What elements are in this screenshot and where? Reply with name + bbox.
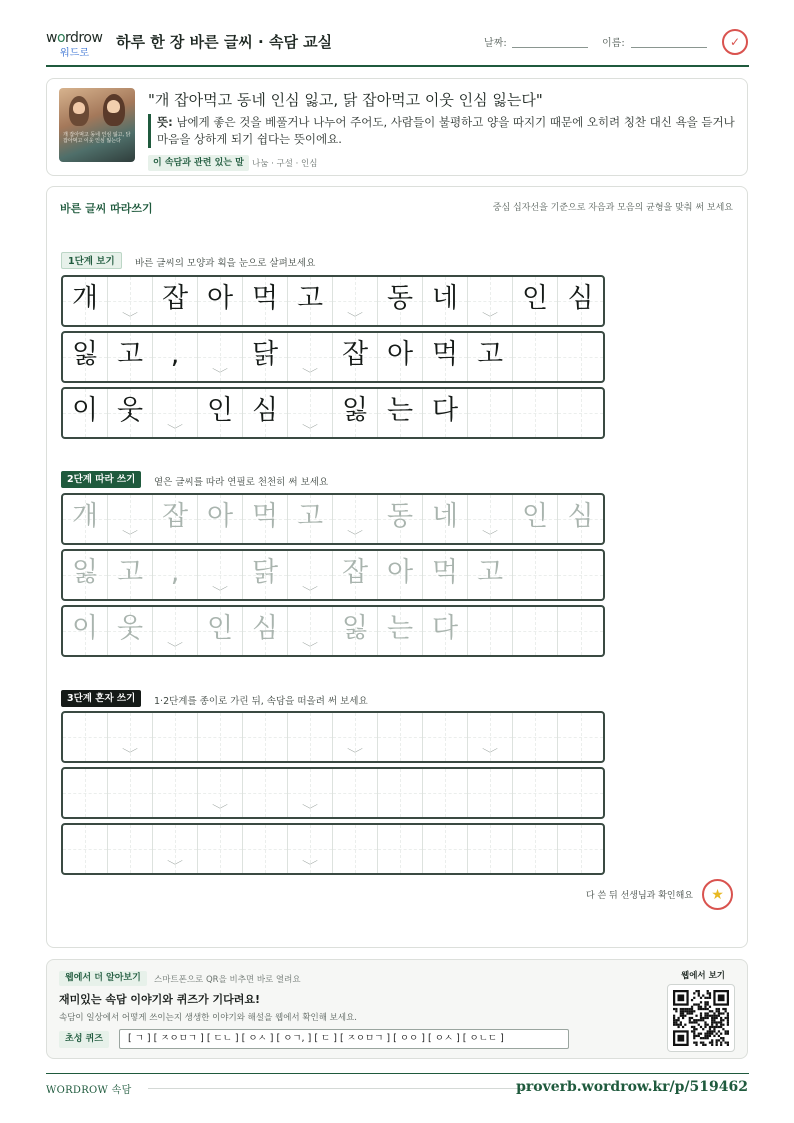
space-mark: ﹀ [167, 861, 183, 872]
name-label: 이름: [602, 38, 625, 49]
grid-cell [198, 333, 243, 381]
wordrow-logo [46, 30, 108, 60]
grid-cell[interactable] [378, 607, 423, 655]
grid-glyph: 심 [251, 395, 279, 426]
qr-label: 웹에서 보기 [680, 971, 725, 981]
grid-glyph: 아 [206, 283, 234, 314]
grid-glyph: 다 [431, 613, 459, 644]
space-mark: ﹀ [212, 805, 228, 816]
grid-cell [378, 277, 423, 325]
grid-glyph: 잃 [71, 339, 99, 370]
step-1-row-1 [61, 275, 605, 327]
space-mark: ﹀ [482, 313, 498, 324]
grid-cell [153, 389, 198, 437]
web-tag-hint: 스마트폰으로 QR을 비추면 바로 열려요 [154, 975, 301, 985]
grid-cell[interactable] [468, 825, 513, 873]
date-field[interactable] [512, 47, 588, 48]
grid-cell [468, 277, 513, 325]
grid-cell[interactable] [423, 825, 468, 873]
grid-cell [423, 389, 468, 437]
grid-glyph: 먹 [251, 283, 279, 314]
grid-glyph: 잃 [71, 557, 99, 588]
step-1-desc: 바른 글씨의 모양과 획을 눈으로 살펴보세요 [135, 258, 316, 269]
grid-cell [333, 333, 378, 381]
grid-glyph: 웃 [116, 613, 144, 644]
grid-cell[interactable] [333, 551, 378, 599]
grid-cell[interactable] [198, 713, 243, 761]
space-mark: ﹀ [347, 531, 363, 542]
grid-glyph: 심 [567, 501, 594, 532]
web-subtext: 속담이 일상에서 어떻게 쓰이는지 생생한 이야기와 해설을 웹에서 확인해 보세요. [59, 1013, 357, 1023]
grid-cell[interactable] [513, 607, 558, 655]
grid-cell[interactable] [558, 495, 603, 543]
space-mark: ﹀ [302, 587, 318, 598]
grid-cell[interactable] [378, 495, 423, 543]
footer-divider [46, 1073, 749, 1074]
grid-glyph: 아 [206, 501, 234, 532]
grid-cell[interactable] [468, 713, 513, 761]
grid-cell [108, 277, 153, 325]
proverb-meaning [148, 114, 738, 148]
grid-glyph: 잡 [161, 501, 189, 532]
grid-cell [378, 389, 423, 437]
step-2-row-1[interactable] [61, 493, 605, 545]
grid-cell [558, 277, 603, 325]
web-headline: 재미있는 속담 이야기와 퀴즈가 기다려요! [59, 993, 260, 1006]
step-2-desc: 옅은 글씨를 따라 연필로 천천히 써 보세요 [154, 477, 329, 488]
space-mark: ﹀ [302, 805, 318, 816]
grid-cell[interactable] [468, 495, 513, 543]
grid-cell [288, 389, 333, 437]
grid-glyph: 개 [71, 501, 99, 532]
grid-glyph: 는 [386, 395, 414, 426]
grid-cell [243, 277, 288, 325]
grid-cell[interactable] [558, 769, 603, 817]
grid-cell[interactable] [288, 607, 333, 655]
grid-cell[interactable] [468, 551, 513, 599]
grid-cell[interactable] [108, 495, 153, 543]
grid-glyph: 웃 [116, 395, 144, 426]
grid-cell[interactable] [108, 551, 153, 599]
grid-glyph: 먹 [431, 557, 459, 588]
check-stamp-icon: ✓ [722, 29, 748, 55]
grid-cell[interactable] [513, 495, 558, 543]
grid-cell [468, 333, 513, 381]
name-field[interactable] [631, 47, 707, 48]
space-mark: ﹀ [212, 587, 228, 598]
grid-glyph: 심 [251, 613, 279, 644]
grid-cell[interactable] [108, 769, 153, 817]
date-label: 날짜: [484, 38, 507, 49]
proverb-illustration [59, 88, 135, 162]
grid-cell[interactable] [63, 769, 108, 817]
space-mark: ﹀ [122, 313, 138, 324]
step-3-desc: 1·2단계를 종이로 가린 뒤, 속담을 떠올려 써 보세요 [154, 696, 368, 707]
grid-glyph: 이 [71, 613, 99, 644]
grid-cell[interactable] [198, 607, 243, 655]
teacher-check-text: 다 쓴 뒤 선생님과 확인해요 [585, 891, 693, 901]
logo-korean-text: 워드로 [60, 48, 89, 59]
footer-brand: WORDROW 속담 [46, 1085, 132, 1096]
grid-glyph: 동 [386, 283, 414, 314]
grid-glyph: 아 [386, 339, 414, 370]
space-mark: ﹀ [212, 369, 228, 380]
grid-cell [378, 333, 423, 381]
grid-glyph: 개 [71, 283, 99, 314]
grid-glyph: 고 [296, 501, 324, 532]
grid-cell[interactable] [198, 495, 243, 543]
grid-cell[interactable] [333, 495, 378, 543]
space-mark: ﹀ [122, 531, 138, 542]
page-header [46, 26, 749, 67]
grid-cell[interactable] [378, 825, 423, 873]
grid-glyph: 잡 [341, 339, 369, 370]
grid-glyph: 고 [476, 557, 504, 588]
grid-glyph: 인 [206, 395, 234, 426]
grid-glyph: 심 [567, 283, 594, 314]
footer-url[interactable]: proverb.wordrow.kr/p/519462 [516, 1079, 748, 1095]
grid-cell[interactable] [558, 551, 603, 599]
grid-cell [513, 333, 558, 381]
grid-cell[interactable] [153, 495, 198, 543]
grid-glyph: 잡 [341, 557, 369, 588]
grid-glyph: 잡 [161, 283, 189, 314]
grid-cell[interactable] [63, 825, 108, 873]
space-mark: ﹀ [347, 313, 363, 324]
grid-cell[interactable] [513, 551, 558, 599]
grid-glyph: 고 [476, 339, 504, 370]
logo-text-rest: rdrow [65, 30, 103, 46]
grid-glyph: 인 [521, 501, 549, 532]
meaning-label: 뜻: [157, 115, 173, 129]
grid-cell[interactable] [423, 769, 468, 817]
practice-title: 바른 글씨 따라쓰기 [60, 202, 153, 215]
grid-glyph: 먹 [251, 501, 279, 532]
grid-cell [513, 389, 558, 437]
step-3-row-1[interactable] [61, 711, 605, 763]
grid-glyph: 먹 [431, 339, 459, 370]
grid-cell [423, 333, 468, 381]
grid-cell[interactable] [198, 551, 243, 599]
grid-cell [153, 277, 198, 325]
grid-cell[interactable] [513, 825, 558, 873]
illustration-caption: 개 잡아먹고 동네 인심 잃고, 닭 잡아먹고 이웃 인심 잃는다 [63, 132, 131, 144]
space-mark: ﹀ [347, 749, 363, 760]
logo-text-w: w [46, 30, 57, 46]
space-mark: ﹀ [482, 531, 498, 542]
grid-cell [108, 333, 153, 381]
grid-glyph: , [170, 557, 180, 588]
step-1-row-3 [61, 387, 605, 439]
grid-cell [468, 389, 513, 437]
proverb-card [46, 78, 748, 176]
step-3-badge: 3단계 혼자 쓰기 [61, 690, 141, 707]
grid-cell [288, 333, 333, 381]
related-words: 나눔 · 구설 · 인심 [252, 159, 318, 169]
proverb-text: "개 잡아먹고 동네 인심 잃고, 닭 잡아먹고 이웃 인심 잃는다" [148, 91, 543, 109]
grid-glyph: 고 [116, 557, 144, 588]
grid-glyph: 아 [386, 557, 414, 588]
grid-cell[interactable] [63, 607, 108, 655]
grid-cell[interactable] [288, 769, 333, 817]
space-mark: ﹀ [302, 643, 318, 654]
step-1-badge: 1단계 보기 [61, 252, 122, 269]
page-title: 하루 한 장 바른 글씨 · 속담 교실 [116, 33, 333, 51]
grid-cell [63, 333, 108, 381]
grid-cell [558, 389, 603, 437]
grid-glyph: 잃 [341, 395, 369, 426]
grid-cell[interactable] [288, 825, 333, 873]
grid-glyph: 잃 [341, 613, 369, 644]
space-mark: ﹀ [167, 425, 183, 436]
grid-cell [513, 277, 558, 325]
qr-code-icon[interactable] [667, 984, 735, 1052]
grid-cell[interactable] [558, 825, 603, 873]
grid-glyph: , [170, 339, 180, 370]
grid-cell [333, 389, 378, 437]
grid-cell [198, 389, 243, 437]
grid-cell[interactable] [63, 551, 108, 599]
step-2-badge: 2단계 따라 쓰기 [61, 471, 141, 488]
step-2-row-3[interactable] [61, 605, 605, 657]
space-mark: ﹀ [302, 425, 318, 436]
grid-cell[interactable] [558, 607, 603, 655]
grid-cell [198, 277, 243, 325]
grid-cell[interactable] [423, 551, 468, 599]
step-2-row-2[interactable] [61, 549, 605, 601]
grid-cell[interactable] [243, 495, 288, 543]
grid-cell[interactable] [153, 607, 198, 655]
space-mark: ﹀ [122, 749, 138, 760]
grid-cell [558, 333, 603, 381]
logo-text-o: o [56, 30, 66, 46]
web-card [46, 959, 748, 1059]
grid-glyph: 인 [206, 613, 234, 644]
grid-glyph: 인 [521, 283, 549, 314]
grid-glyph: 닭 [251, 339, 279, 370]
star-stamp-icon: ★ [702, 879, 733, 910]
grid-cell[interactable] [558, 713, 603, 761]
grid-cell[interactable] [513, 769, 558, 817]
grid-cell[interactable] [288, 551, 333, 599]
grid-glyph: 이 [71, 395, 99, 426]
space-mark: ﹀ [302, 861, 318, 872]
grid-cell[interactable] [108, 713, 153, 761]
space-mark: ﹀ [302, 369, 318, 380]
practice-hint: 중심 십자선을 기준으로 자음과 모음의 균형을 맞춰 써 보세요 [492, 203, 733, 213]
grid-cell[interactable] [333, 607, 378, 655]
chosung-quiz: [ ㄱ ] [ ㅈㅇㅁㄱ ] [ ㄷㄴ ] [ ㅇㅅ ] [ ㅇㄱ, ] [ ㄷ ] [ ㅈㅇㅁㄱ ] [ ㅇㅇ ] [ ㅇㅅ ] [ ㅇㄴㄷ ] [119, 1029, 569, 1049]
grid-glyph: 네 [431, 283, 459, 314]
step-3-row-3[interactable] [61, 823, 605, 875]
step-3-row-2[interactable] [61, 767, 605, 819]
grid-glyph: 동 [386, 501, 414, 532]
web-tag: 웹에서 더 알아보기 [59, 971, 147, 986]
grid-glyph: 는 [386, 613, 414, 644]
footer-rule [148, 1088, 540, 1089]
grid-cell[interactable] [468, 769, 513, 817]
grid-cell[interactable] [468, 607, 513, 655]
step-1-row-2 [61, 331, 605, 383]
quiz-label: 초성 퀴즈 [59, 1031, 109, 1048]
space-mark: ﹀ [482, 749, 498, 760]
qr-code-graphic [673, 990, 729, 1046]
grid-cell [333, 277, 378, 325]
grid-cell[interactable] [378, 551, 423, 599]
grid-cell[interactable] [333, 713, 378, 761]
grid-cell[interactable] [243, 713, 288, 761]
grid-cell[interactable] [198, 769, 243, 817]
grid-cell [63, 389, 108, 437]
meaning-text: 남에게 좋은 것을 베풀거나 나누어 주어도, 사람들이 불평하고 양을 따지기 때문에 오히려 칭찬 대신 욕을 듣거나 마음을 상하게 되기 쉽다는 뜻이에요. [157, 115, 735, 146]
grid-cell[interactable] [423, 607, 468, 655]
space-mark: ﹀ [167, 643, 183, 654]
grid-glyph: 다 [431, 395, 459, 426]
related-tag: 이 속담과 관련 있는 말 [148, 155, 249, 171]
grid-glyph: 닭 [251, 557, 279, 588]
grid-glyph: 고 [296, 283, 324, 314]
grid-cell[interactable] [378, 769, 423, 817]
grid-glyph: 고 [116, 339, 144, 370]
practice-card [46, 186, 748, 948]
grid-cell[interactable] [153, 825, 198, 873]
grid-glyph: 네 [431, 501, 459, 532]
